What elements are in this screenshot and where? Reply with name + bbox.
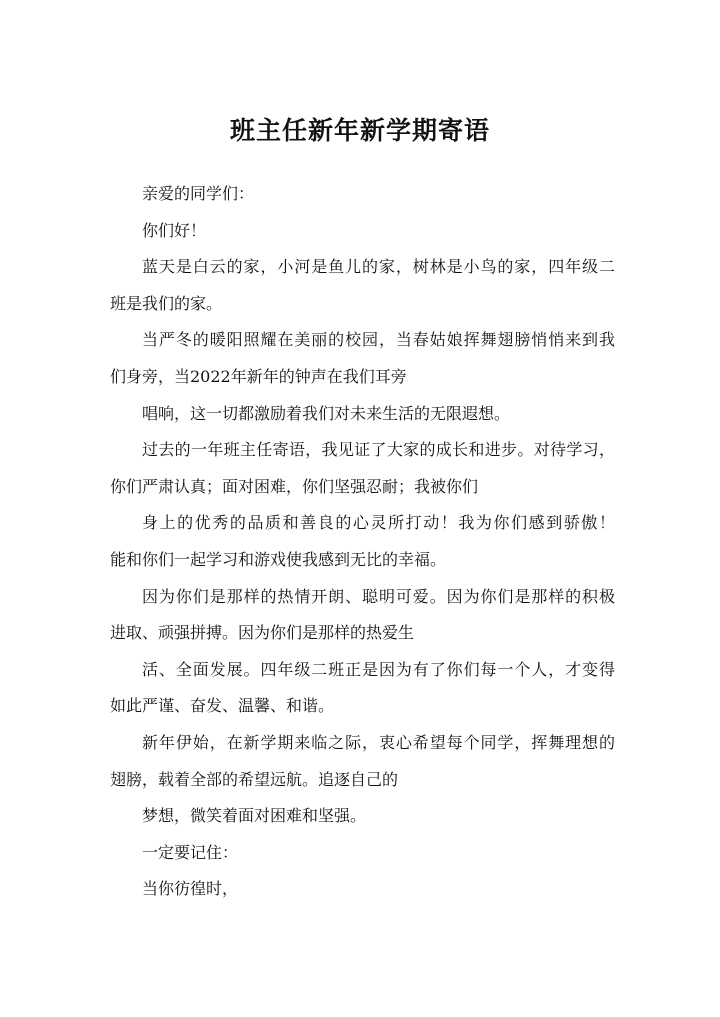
paragraph-line: 蓝天是白云的家，小河是鱼儿的家，树林是小鸟的家，四年级二 bbox=[142, 257, 615, 277]
salutation-line: 你们好！ bbox=[142, 220, 207, 240]
document-body bbox=[110, 176, 615, 908]
paragraph-line: 梦想，微笑着面对困难和坚强。 bbox=[142, 806, 367, 826]
paragraph-line: 你们严肃认真；面对困难，你们坚强忍耐；我被你们 bbox=[110, 476, 479, 496]
paragraph-line: 们身旁，当2022年新年的钟声在我们耳旁 bbox=[110, 366, 407, 386]
paragraph-line: 能和你们一起学习和游戏使我感到无比的幸福。 bbox=[110, 549, 447, 569]
paragraph-line: 当你彷徨时， bbox=[142, 879, 239, 899]
paragraph-line: 活、全面发展。四年级二班正是因为有了你们每一个人，才变得 bbox=[142, 659, 615, 679]
paragraph-line: 如此严谨、奋发、温馨、和谐。 bbox=[110, 696, 335, 716]
paragraph-line: 当严冬的暖阳照耀在美丽的校园，当春姑娘挥舞翅膀悄悄来到我 bbox=[142, 330, 615, 350]
paragraph-line: 因为你们是那样的热情开朗、聪明可爱。因为你们是那样的积极 bbox=[142, 586, 615, 606]
paragraph-line: 进取、顽强拼搏。因为你们是那样的热爱生 bbox=[110, 623, 415, 643]
paragraph-line: 翅膀，载着全部的希望远航。追逐自己的 bbox=[110, 769, 399, 789]
document-title: 班主任新年新学期寄语 bbox=[229, 116, 490, 145]
paragraph-line: 过去的一年班主任寄语，我见证了大家的成长和进步。对待学习， bbox=[142, 440, 615, 460]
paragraph-line: 唱响，这一切都激励着我们对未来生活的无限遐想。 bbox=[142, 403, 511, 423]
paragraph-line: 一定要记住： bbox=[142, 842, 239, 862]
paragraph-line: 新年伊始，在新学期来临之际，衷心希望每个同学，挥舞理想的 bbox=[142, 732, 615, 752]
paragraph-line: 身上的优秀的品质和善良的心灵所打动！我为你们感到骄傲！ bbox=[142, 513, 615, 533]
greeting-line: 亲爱的同学们： bbox=[142, 184, 255, 203]
paragraph-line: 班是我们的家。 bbox=[110, 293, 223, 313]
